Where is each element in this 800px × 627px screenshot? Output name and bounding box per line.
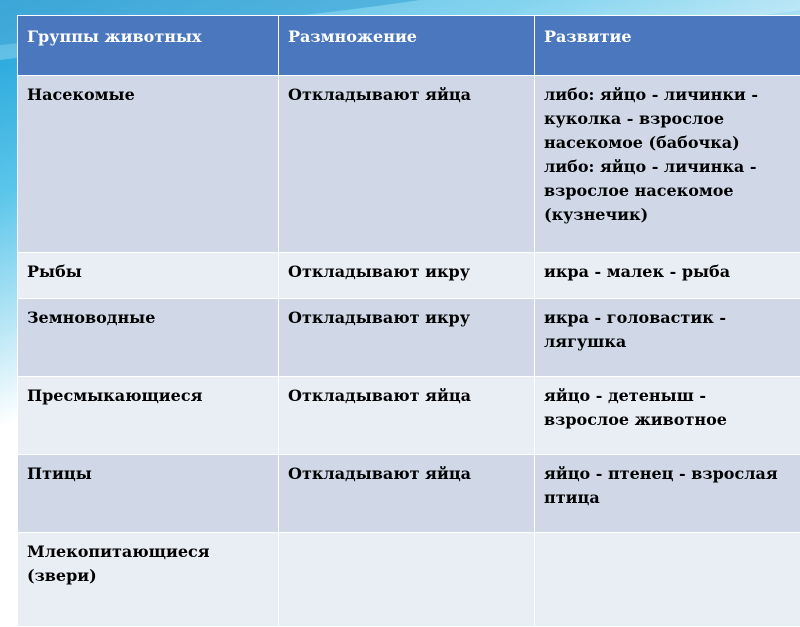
table-row — [18, 455, 800, 533]
table-header-row — [18, 16, 800, 76]
cell-development — [535, 533, 800, 627]
cell-reproduction: Откладывают яйца — [279, 377, 535, 455]
cell-group: Рыбы — [18, 253, 279, 299]
animal-groups-table — [17, 15, 800, 627]
cell-development: либо: яйцо - личинки - куколка - взрослое насекомое (бабочка) либо: яйцо - личинка - взрослое насекомое (кузнечик) — [535, 76, 800, 253]
cell-group: Птицы — [18, 455, 279, 533]
cell-group: Млекопитающиеся (звери) — [18, 533, 279, 627]
cell-reproduction: Откладывают яйца — [279, 76, 535, 253]
table-row — [18, 299, 800, 377]
cell-reproduction: Откладывают икру — [279, 253, 535, 299]
cell-reproduction: Откладывают икру — [279, 299, 535, 377]
cell-group: Насекомые — [18, 76, 279, 253]
cell-development: икра - малек - рыба — [535, 253, 800, 299]
cell-reproduction: Откладывают яйца — [279, 455, 535, 533]
header-groups: Группы животных — [18, 16, 279, 76]
header-reproduction: Размножение — [279, 16, 535, 76]
cell-development: яйцо - птенец - взрослая птица — [535, 455, 800, 533]
table-row — [18, 533, 800, 627]
cell-development: яйцо - детеныш - взрослое животное — [535, 377, 800, 455]
header-development: Развитие — [535, 16, 800, 76]
table-row — [18, 377, 800, 455]
table-row — [18, 76, 800, 253]
cell-group: Пресмыкающиеся — [18, 377, 279, 455]
cell-group: Земноводные — [18, 299, 279, 377]
table-row — [18, 253, 800, 299]
cell-reproduction — [279, 533, 535, 627]
cell-development: икра - головастик - лягушка — [535, 299, 800, 377]
